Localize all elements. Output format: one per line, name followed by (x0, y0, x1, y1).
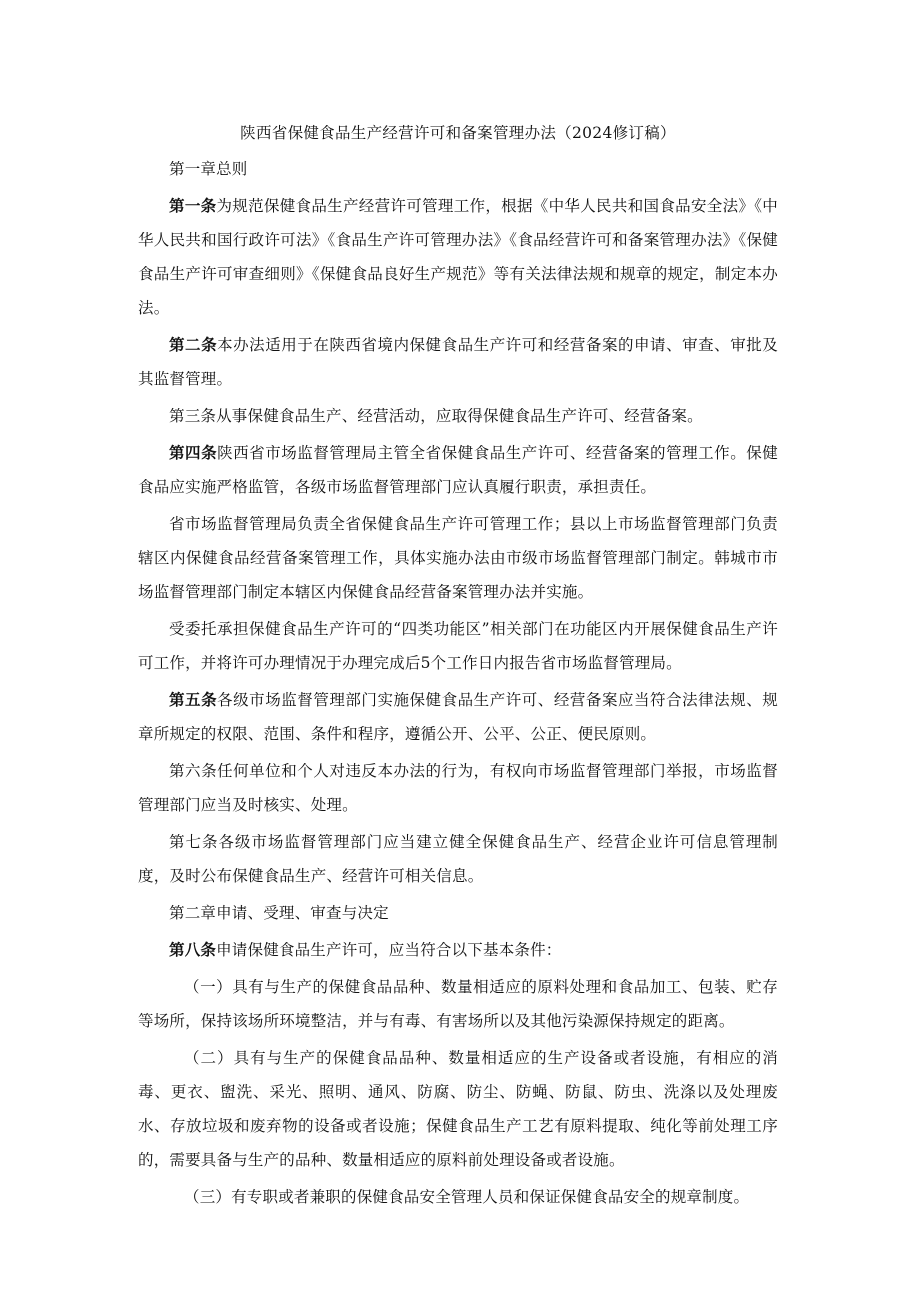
article-paragraph: 第七条各级市场监督管理部门应当建立健全保健食品生产、经营企业许可信息管理制度，及时公布保健食品生产、经营许可相关信息。 (138, 833, 778, 885)
article-text: 申请保健食品生产许可，应当符合以下基本条件： (216, 941, 562, 959)
article-paragraph (138, 683, 778, 751)
chapter-heading: 第一章总则 (169, 160, 248, 178)
article-heading: 第五条 (169, 690, 218, 709)
body-paragraph: 受委托承担保健食品生产许可的“四类功能区”相关部门在功能区内开展保健食品生产许可工作，并将许可办理情况于办理完成后5个工作日内报告省市场监督管理局。 (138, 620, 778, 672)
article-paragraph: 第三条从事保健食品生产、经营活动，应取得保健食品生产许可、经营备案。 (169, 407, 703, 425)
document-body (138, 122, 778, 1214)
body-paragraph: 省市场监督管理局负责全省保健食品生产许可管理工作；县以上市场监督管理部门负责辖区内保健食品经营备案管理工作，具体实施办法由市级市场监督管理部门制定。韩城市市场监督管理部门制定本辖区内保健食品经营备案管理办法并实施。 (138, 515, 778, 601)
list-item: （二）具有与生产的保健食品品种、数量相适应的生产设备或者设施，有相应的消毒、更衣、盥洗、采光、照明、通风、防腐、防尘、防蝇、防鼠、防虫、洗涤以及处理废水、存放垃圾和废弃物的设备或者设施；保健食品生产工艺有原料提取、纯化等前处理工序的，需要具备与生产的品种、数量相适应的原料前处理设备或者设施。 (138, 1049, 778, 1169)
article-heading: 第二条 (169, 335, 218, 354)
article-paragraph: 第六条任何单位和个人对违反本办法的行为，有权向市场监督管理部门举报，市场监督管理部门应当及时核实、处理。 (138, 762, 778, 814)
article-paragraph (138, 189, 778, 325)
list-item: （一）具有与生产的保健食品品种、数量相适应的原料处理和食品加工、包装、贮存等场所，保持该场所环境整洁，并与有毒、有害场所以及其他污染源保持规定的距离。 (138, 978, 778, 1030)
article-paragraph (138, 436, 778, 504)
article-text: 各级市场监督管理部门实施保健食品生产许可、经营备案应当符合法律法规、规章所规定的权限、范围、条件和程序，遵循公开、公平、公正、便民原则。 (138, 691, 778, 743)
chapter-heading: 第二章申请、受理、审查与决定 (169, 904, 389, 922)
article-heading: 第八条 (169, 940, 217, 959)
article-paragraph (138, 328, 778, 396)
list-item: （三）有专职或者兼职的保健食品安全管理人员和保证保健食品安全的规章制度。 (184, 1188, 750, 1206)
article-heading: 第四条 (169, 443, 218, 462)
article-text: 为规范保健食品生产经营许可管理工作，根据《中华人民共和国食品安全法》《中华人民共和国行政许可法》《食品生产许可管理办法》《食品经营许可和备案管理办法》《保健食品生产许可审查细则》《保健食品良好生产规范》等有关法律法规和规章的规定，制定本办法。 (138, 197, 778, 317)
article-text: 陕西省市场监督管理局主管全省保健食品生产许可、经营备案的管理工作。保健食品应实施严格监管，各级市场监督管理部门应认真履行职责，承担责任。 (138, 444, 778, 496)
article-text: 本办法适用于在陕西省境内保健食品生产许可和经营备案的申请、审查、审批及其监督管理。 (138, 336, 778, 388)
article-heading: 第一条 (169, 196, 217, 215)
article-paragraph (138, 933, 778, 967)
document-title: 陕西省保健食品生产经营许可和备案管理办法（2024修订稿） (240, 124, 676, 142)
